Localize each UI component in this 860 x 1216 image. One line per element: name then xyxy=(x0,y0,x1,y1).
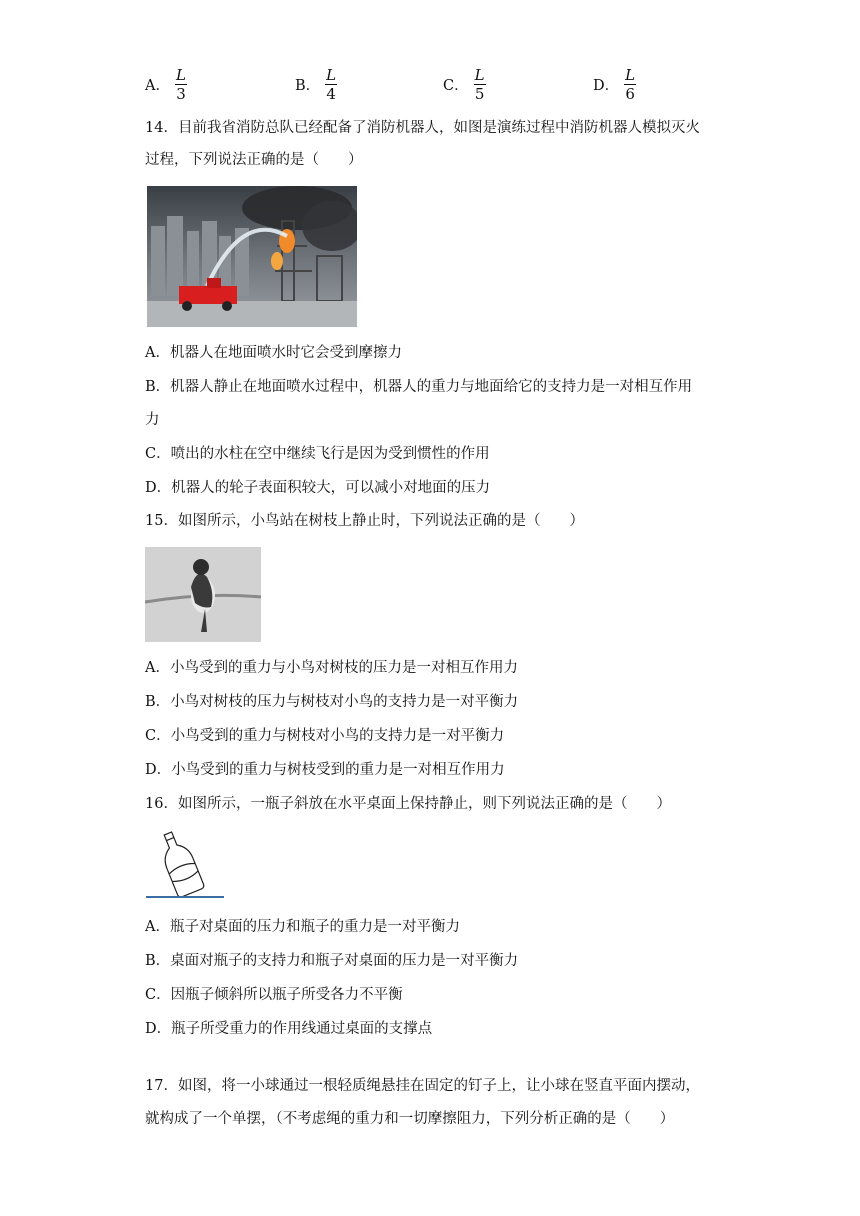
q14-option-a[interactable]: A．机器人在地面喷水时它会受到摩擦力 xyxy=(145,345,402,361)
q17-stem-line2: 就构成了一个单摆，（不考虑绳的重力和一切摩擦阻力，下列分析正确的是（ ） xyxy=(145,1111,675,1127)
q14-stem-line1: 14．目前我省消防总队已经配备了消防机器人，如图是演练过程中消防机器人模拟灭火 xyxy=(145,120,700,136)
q16-stem: 16．如图所示，一瓶子斜放在水平桌面上保持静止，则下列说法正确的是（ ） xyxy=(145,796,671,812)
q16-option-a[interactable]: A．瓶子对桌面的压力和瓶子的重力是一对平衡力 xyxy=(145,919,460,935)
option-letter: B． xyxy=(295,78,321,94)
bird-on-branch-photo xyxy=(145,547,261,642)
fire-robot-photo xyxy=(147,186,357,327)
q16-option-c[interactable]: C．因瓶子倾斜所以瓶子所受各力不平衡 xyxy=(145,987,403,1003)
fraction: $\frac{L}{6}$ xyxy=(625,66,636,103)
fraction: $\frac{L}{3}$ xyxy=(175,66,186,103)
q15-option-d[interactable]: D．小鸟受到的重力与树枝受到的重力是一对相互作用力 xyxy=(145,762,505,778)
q15-option-a[interactable]: A．小鸟受到的重力与小鸟对树枝的压力是一对相互作用力 xyxy=(145,660,518,676)
q14-option-b-cont: 力 xyxy=(145,412,160,428)
q17-stem-line1: 17．如图，将一小球通过一根轻质绳悬挂在固定的钉子上，让小球在竖直平面内摆动， xyxy=(145,1078,700,1094)
q13-option-b[interactable] xyxy=(295,66,338,103)
option-letter: A． xyxy=(145,78,170,94)
q14-option-c[interactable]: C．喷出的水柱在空中继续飞行是因为受到惯性的作用 xyxy=(145,446,490,462)
q16-option-b[interactable]: B．桌面对瓶子的支持力和瓶子对桌面的压力是一对平衡力 xyxy=(145,953,519,969)
q13-option-d[interactable] xyxy=(593,66,637,103)
option-letter: C． xyxy=(443,78,469,94)
q14-option-b[interactable]: B．机器人静止在地面喷水过程中，机器人的重力与地面给它的支持力是一对相互作用 xyxy=(145,379,693,395)
fraction: $\frac{L}{5}$ xyxy=(474,66,485,103)
q15-stem: 15．如图所示，小鸟站在树枝上静止时，下列说法正确的是（ ） xyxy=(145,513,584,529)
option-letter: D． xyxy=(593,78,620,94)
q15-option-c[interactable]: C．小鸟受到的重力与树枝对小鸟的支持力是一对平衡力 xyxy=(145,728,505,744)
tilted-bottle-figure xyxy=(144,828,228,900)
q15-option-b[interactable]: B．小鸟对树枝的压力与树枝对小鸟的支持力是一对平衡力 xyxy=(145,694,519,710)
fraction: $\frac{L}{4}$ xyxy=(326,66,337,103)
q13-options xyxy=(145,66,705,112)
q13-option-c[interactable] xyxy=(443,66,487,103)
q16-option-d[interactable]: D．瓶子所受重力的作用线通过桌面的支撑点 xyxy=(145,1021,433,1037)
q14-option-d[interactable]: D．机器人的轮子表面积较大，可以减小对地面的压力 xyxy=(145,480,491,496)
q14-stem-line2: 过程，下列说法正确的是（ ） xyxy=(145,152,363,168)
q13-option-a[interactable] xyxy=(145,66,188,103)
